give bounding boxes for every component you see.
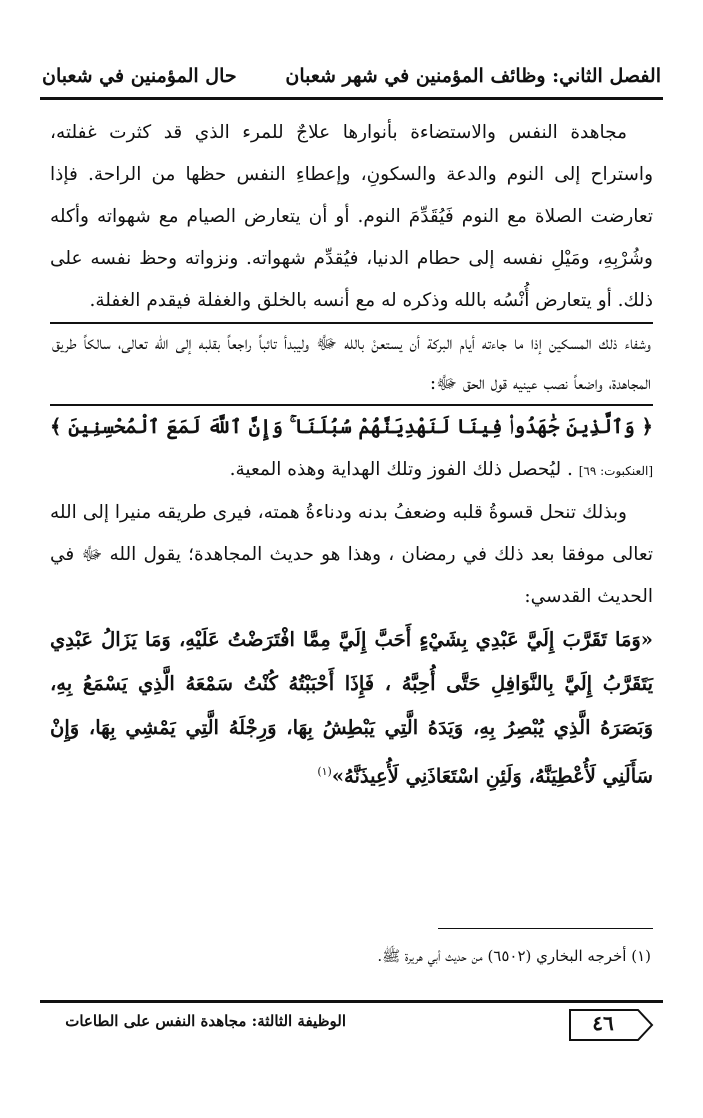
paragraph-3: وبذلك تنحل قسوةُ قلبه وضعفُ بدنه ودناءةُ همته، فيرى طريقه منيرا إلى الله تعالى موفقا بعد ذلك في رمضان ، وهذا هو حديث المجاهدة؛ يقول الله ﷻ في الحديث القدسي: (50, 502, 653, 607)
page-number: ٤٦ (592, 1011, 614, 1035)
footnote-divider (438, 928, 653, 929)
quran-verse-line (50, 406, 653, 492)
footer-section-title: الوظيفة الثالثة: مجاهدة النفس على الطاعات (65, 1012, 346, 1030)
footer-divider (40, 1000, 663, 1003)
hadith-text: «وَمَا تَقَرَّبَ إِلَيَّ عَبْدِي بِشَيْءٍ أَحَبَّ إِلَيَّ مِمَّا افْتَرَضْتُ عَلَيْهِ، وَمَا يَزَالُ عَبْدِي يَتَقَرَّبُ إِلَيَّ بِالنَّوَافِلِ حَتَّى أُحِبَّهُ ، فَإِذَا أَحْبَبْتُهُ كُنْتُ سَمْعَهُ الَّذِي يَسْمَعُ بِهِ، وَبَصَرَهُ الَّذِي يُبْصِرُ بِهِ، وَيَدَهُ الَّتِي يَبْطِشُ بِهَا، وَرِجْلَهُ الَّتِي يَمْشِي بِهَا، وَإِنْ سَأَلَنِي لَأُعْطِيَنَّهُ، وَلَئِنِ اسْتَعَاذَنِي لَأُعِيذَنَّهُ» (50, 628, 653, 788)
quran-verse: ﴿ وَٱلَّذِينَ جَٰهَدُوا۟ فِينَا لَنَهْدِيَنَّهُمْ سُبُلَنَا ۚ وَإِنَّ ٱللَّهَ لَمَعَ ٱلْمُحْسِنِينَ ﴾ (50, 415, 653, 438)
hadith-qudsi (50, 618, 653, 799)
header-divider (40, 97, 663, 100)
page-number-box (568, 1008, 654, 1042)
footnote: (١) أخرجه البخاري (٦٥٠٢) من حديث أبي هريرة ﷺ. (377, 947, 651, 965)
main-text (50, 112, 653, 799)
paragraph-1: مجاهدة النفس والاستضاءة بأنوارها علاجٌ للمرء الذي قد كثرت غفلته، واستراح إلى النوم والدعة والسكونِ، وإعطاءِ النفس حظها من الراحة. فإذا تعارضت الصلاة مع النوم فَيُقَدِّمَ النوم. أو أن يتعارض الصيام مع شهواته وأكله وشُرْبِهِ، ومَيْلِ نفسه إلى حطام الدنيا، فيُقدِّم شهواته. ونزواته وحظ نفسه على ذلك. أو يتعارض أُنْسُه بالله وذكره له مع أنسه بالخلق والغفلة فيقدم الغفلة. (50, 122, 653, 311)
chapter-title: الفصل الثاني: وظائف المؤمنين في شهر شعبان (285, 65, 661, 87)
running-header (42, 58, 661, 94)
verse-continuation: . ليُحصل ذلك الفوز وتلك الهداية وهذه المعية. (229, 459, 573, 480)
verse-reference: [العنكبوت: ٦٩] (578, 464, 653, 478)
paragraph-2-boxed: وشفاء ذلك المسكين إذا ما جاءته أيام البركة أن يستعنْ بالله ﷻ وليبدأ تائباً راجعاً بقلبه إلى الله تعالى، سالكاً طريق المجاهدة، واضعاً نصب عينيه قول الحق ﷻ: (50, 322, 653, 406)
footnote-marker: (١) (317, 765, 332, 778)
section-header: حال المؤمنين في شعبان (42, 65, 237, 87)
